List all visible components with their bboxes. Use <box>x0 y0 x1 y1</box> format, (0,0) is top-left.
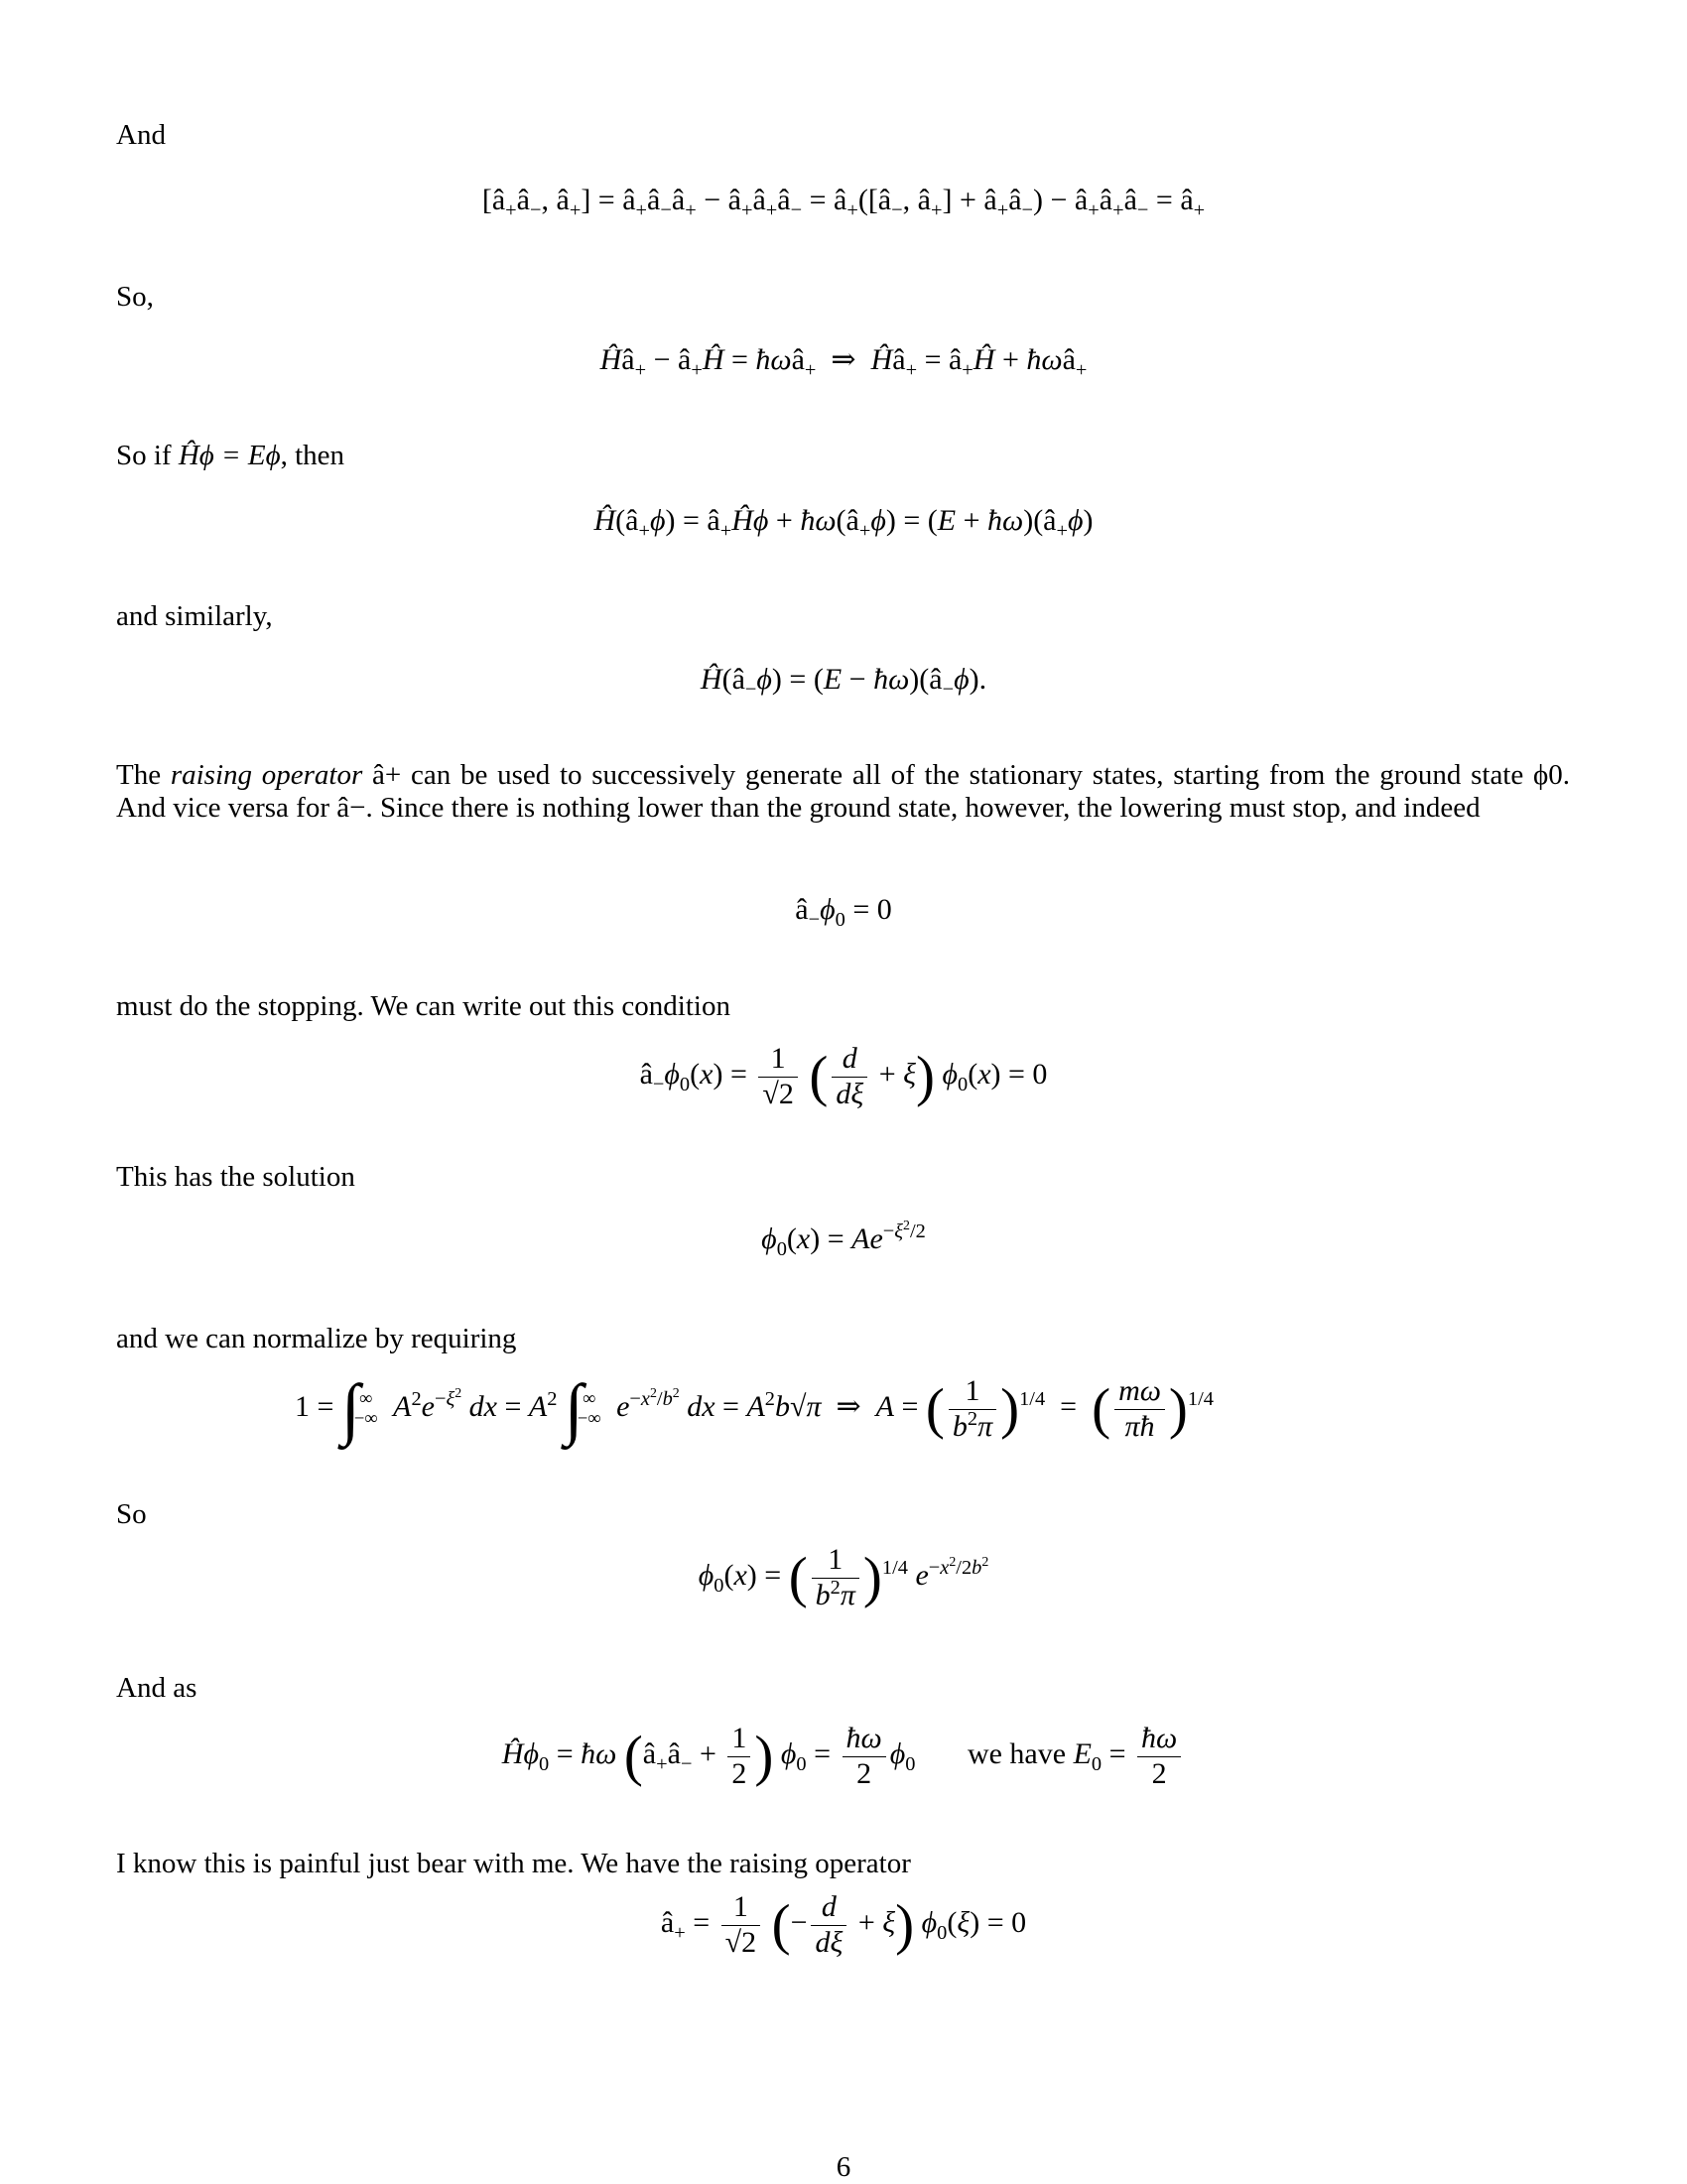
fraction-hbar-omega-over-2: $\frac{ħ\omega}{2}$ <box>843 1722 886 1791</box>
equation-raising-eigen: $Ĥ(â_+\phi)$ = $â_+Ĥ\phi$ + $ħ\omega(â_+\phi) = (E$ + $ħ\omega)(â_+\phi)$ <box>593 504 1094 542</box>
equation-hamiltonian-commutator: $Ĥâ_+$ − $â_+Ĥ$ = ħωâ$_+$ ⇒ $Ĥâ_+$ = $â_+Ĥ$ + ħωâ$_+$ <box>599 343 1088 381</box>
text-and: And <box>116 119 166 151</box>
paragraph-raising-part2: â+ can be used to successively generate all of the stationary states, starting from the ground state ϕ0. And vice versa for â−. Since there is nothing lower than the ground state, however, the lowering must stop, and indeed <box>116 759 1570 824</box>
fraction-one-over-root2-b: $\frac{1}{√2}$ <box>721 1890 760 1960</box>
equation-raising-operator: $â_+$ = $\frac{1}{√2}$ (− $\frac{d}{d\xi}$ + ξ) $\phi_0(\xi) = 0$ <box>660 1890 1027 1959</box>
text-and-as: And as <box>116 1672 197 1704</box>
text-so-if-math: Ĥϕ = Eϕ <box>178 440 281 471</box>
equation-ground-condition: $â_-\phi_0 = 0$ <box>795 893 892 931</box>
equation-normalization: 1 = ∫ ∞ −∞ $A^2e^{-\xi^2}$ dx = $A^2$ ∫ ∞ −∞ $e^{-x^2/b^2}$ dx = $A^2b√\pi$ ⇒ A = ( $\frac{1}{b^2\pi}$ )$^{1/4}$ = ( $\frac{m\omega}{\pi ħ}$ )$^{1/4}$ <box>295 1370 1214 1447</box>
fraction-momega-over-pihbar: $\frac{m\omega}{\pi ħ}$ <box>1114 1374 1165 1444</box>
fraction-d-dxi-b: $\frac{d}{d\xi}$ <box>811 1890 846 1960</box>
equation-lowering-eigen: $Ĥ(â_-\phi) = (E$ − $ħ\omega)(â_-\phi)$. <box>700 663 987 701</box>
text-so: So <box>116 1498 147 1530</box>
equation-ground-energy: $Ĥ\phi_0$ = ħω ($â_+â_-$ + $\frac{1}{2}$ ) $\phi_0$ = $\frac{ħ\omega}{2}$ $\phi_0$ we have $E_0$ = $\frac{ħ\omega}{2}$ <box>0 1722 1687 1791</box>
page-number: 6 <box>836 2151 851 2183</box>
fraction-one-over-b2pi-2: $\frac{1}{b^2\pi}$ <box>812 1543 859 1612</box>
paragraph-raising-operator <box>116 759 1570 825</box>
equation-commutator: [$â_+â_-$, $â_+$] = $â_+â_-â_+$ − $â_+â_+â_-$ = $â_+([â_-$, $â_+$] + $â_+â_-$) − $â_+â_+â_-$ = $â_+$ <box>481 184 1206 221</box>
text-so-if <box>116 440 344 472</box>
fraction-hbar-omega-over-2-b: $\frac{ħ\omega}{2}$ <box>1137 1722 1181 1791</box>
paragraph-raising-emphasis: raising operator <box>170 759 363 791</box>
text-we-have: we have <box>967 1736 1067 1770</box>
equation-normalized-ground: $\phi_0(x)$ = ( $\frac{1}{b^2\pi}$ )$^{1/4}$ $e^{-x^2/2b^2}$ <box>698 1543 989 1611</box>
text-this-has-solution: This has the solution <box>116 1161 355 1193</box>
text-normalize: and we can normalize by requiring <box>116 1323 517 1354</box>
fraction-one-half: $\frac{1}{2}$ <box>727 1722 750 1791</box>
text-must-do-stopping: must do the stopping. We can write out this condition <box>116 990 730 1022</box>
text-so-comma: So, <box>116 281 154 313</box>
text-so-if-suffix: , then <box>280 440 345 471</box>
paragraph-raising-part1: The <box>116 759 171 791</box>
text-and-similarly: and similarly, <box>116 600 273 632</box>
text-painful: I know this is painful just bear with me. We have the raising operator <box>116 1848 911 1879</box>
fraction-one-over-b2pi: $\frac{1}{b^2\pi}$ <box>949 1374 996 1444</box>
equation-lowering-differential: $â_-\phi_0(x)$ = $\frac{1}{√2}$ ( $\frac{d}{d\xi}$ + ξ) $\phi_0(x) = 0$ <box>639 1042 1048 1110</box>
fraction-one-over-root2: $\frac{1}{√2}$ <box>758 1042 797 1111</box>
text-so-if-prefix: So if <box>116 440 179 471</box>
fraction-d-dxi: $\frac{d}{d\xi}$ <box>832 1042 867 1111</box>
equation-ground-solution: $\phi_0(x) = Ae^{-\xi^2/2}$ <box>761 1219 926 1260</box>
